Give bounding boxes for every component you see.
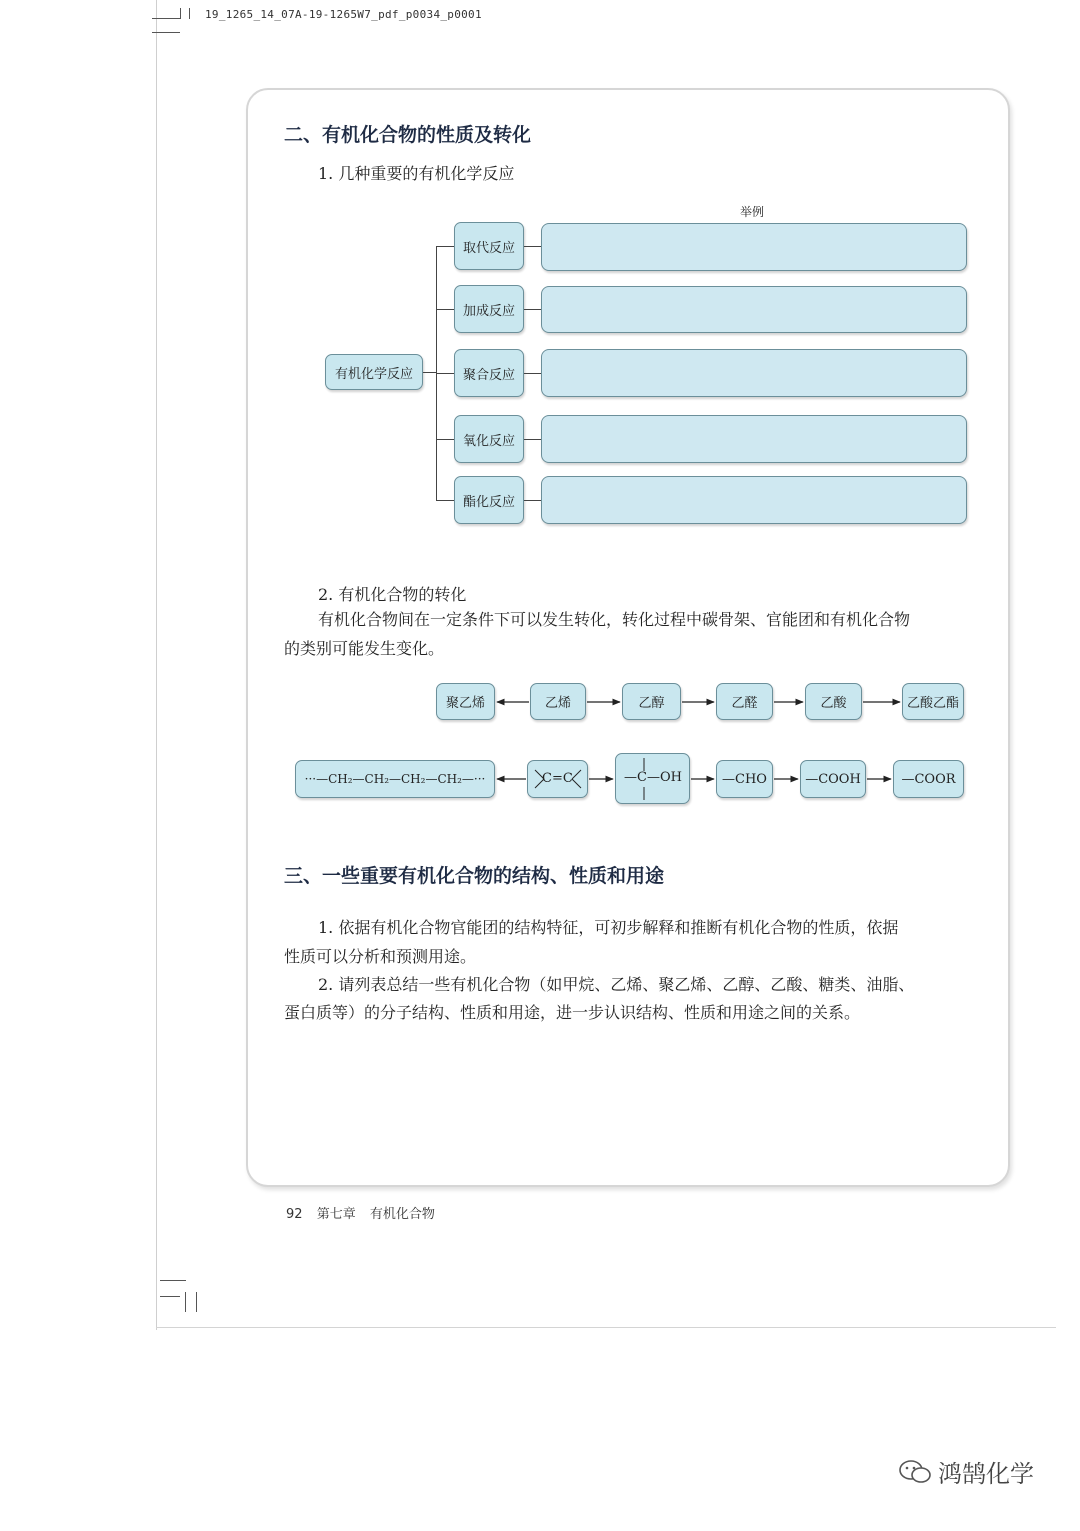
paragraph-line: 1. 依据有机化合物官能团的结构特征，可初步解释和推断有机化合物的性质，依据 [318, 918, 899, 937]
group-aldehyde: —CHO [716, 760, 773, 798]
compound-ethanol: 乙醇 [622, 683, 681, 720]
compound-ethyl-acetate: 乙酸乙酯 [902, 683, 964, 720]
watermark [898, 1454, 1034, 1489]
compound-acetaldehyde: 乙醛 [716, 683, 773, 720]
page-number: 92 [286, 1207, 303, 1222]
section-title-2: 二、有机化合物的性质及转化 [284, 124, 532, 146]
node-oxidation: 氧化反应 [454, 415, 524, 463]
paragraph-line: 2. 请列表总结一些有机化合物（如甲烷、乙烯、聚乙烯、乙醇、乙酸、糖类、油脂、 [318, 975, 915, 994]
subsection-title-transformations: 2. 有机化合物的转化 [318, 585, 467, 604]
file-code: 19_1265_14_07A-19-1265W7_pdf_p0034_p0001 [205, 8, 482, 21]
paragraph-line: 有机化合物间在一定条件下可以发生转化，转化过程中碳骨架、官能团和有机化合物 [318, 610, 911, 629]
chapter-title: 有机化合物 [369, 1207, 435, 1222]
compound-polyethylene: 聚乙烯 [436, 683, 495, 720]
paragraph-line: 蛋白质等）的分子结构、性质和用途，进一步认识结构、性质和用途之间的关系。 [284, 1003, 861, 1022]
chapter-number: 第七章 [316, 1207, 356, 1222]
hydroxyl-label: —C—OH [624, 770, 682, 785]
root-node-organic-reactions: 有机化学反应 [325, 354, 423, 390]
example-header: 举例 [740, 205, 765, 219]
compound-ethylene: 乙烯 [530, 683, 586, 720]
node-addition: 加成反应 [454, 285, 524, 333]
section-title-3: 三、一些重要有机化合物的结构、性质和用途 [284, 865, 665, 887]
footer [286, 1203, 435, 1222]
group-carboxyl: —COOH [800, 760, 866, 798]
subsection-title-reactions: 1. 几种重要的有机化学反应 [318, 164, 515, 183]
wechat-icon [898, 1458, 932, 1486]
group-polymer-chain: ···—CH₂—CH₂—CH₂—CH₂—··· [295, 760, 495, 798]
node-polymerization: 聚合反应 [454, 349, 524, 397]
watermark-text: 鸿鹄化学 [938, 1460, 1034, 1488]
paragraph-line: 的类别可能发生变化。 [284, 639, 445, 658]
group-ester: —COOR [893, 760, 964, 798]
compound-acetic-acid: 乙酸 [805, 683, 862, 720]
node-substitution: 取代反应 [454, 222, 524, 270]
paragraph-line: 性质可以分析和预测用途。 [284, 947, 477, 966]
node-esterification: 酯化反应 [454, 476, 524, 524]
alkene-label: C=C [542, 771, 573, 786]
